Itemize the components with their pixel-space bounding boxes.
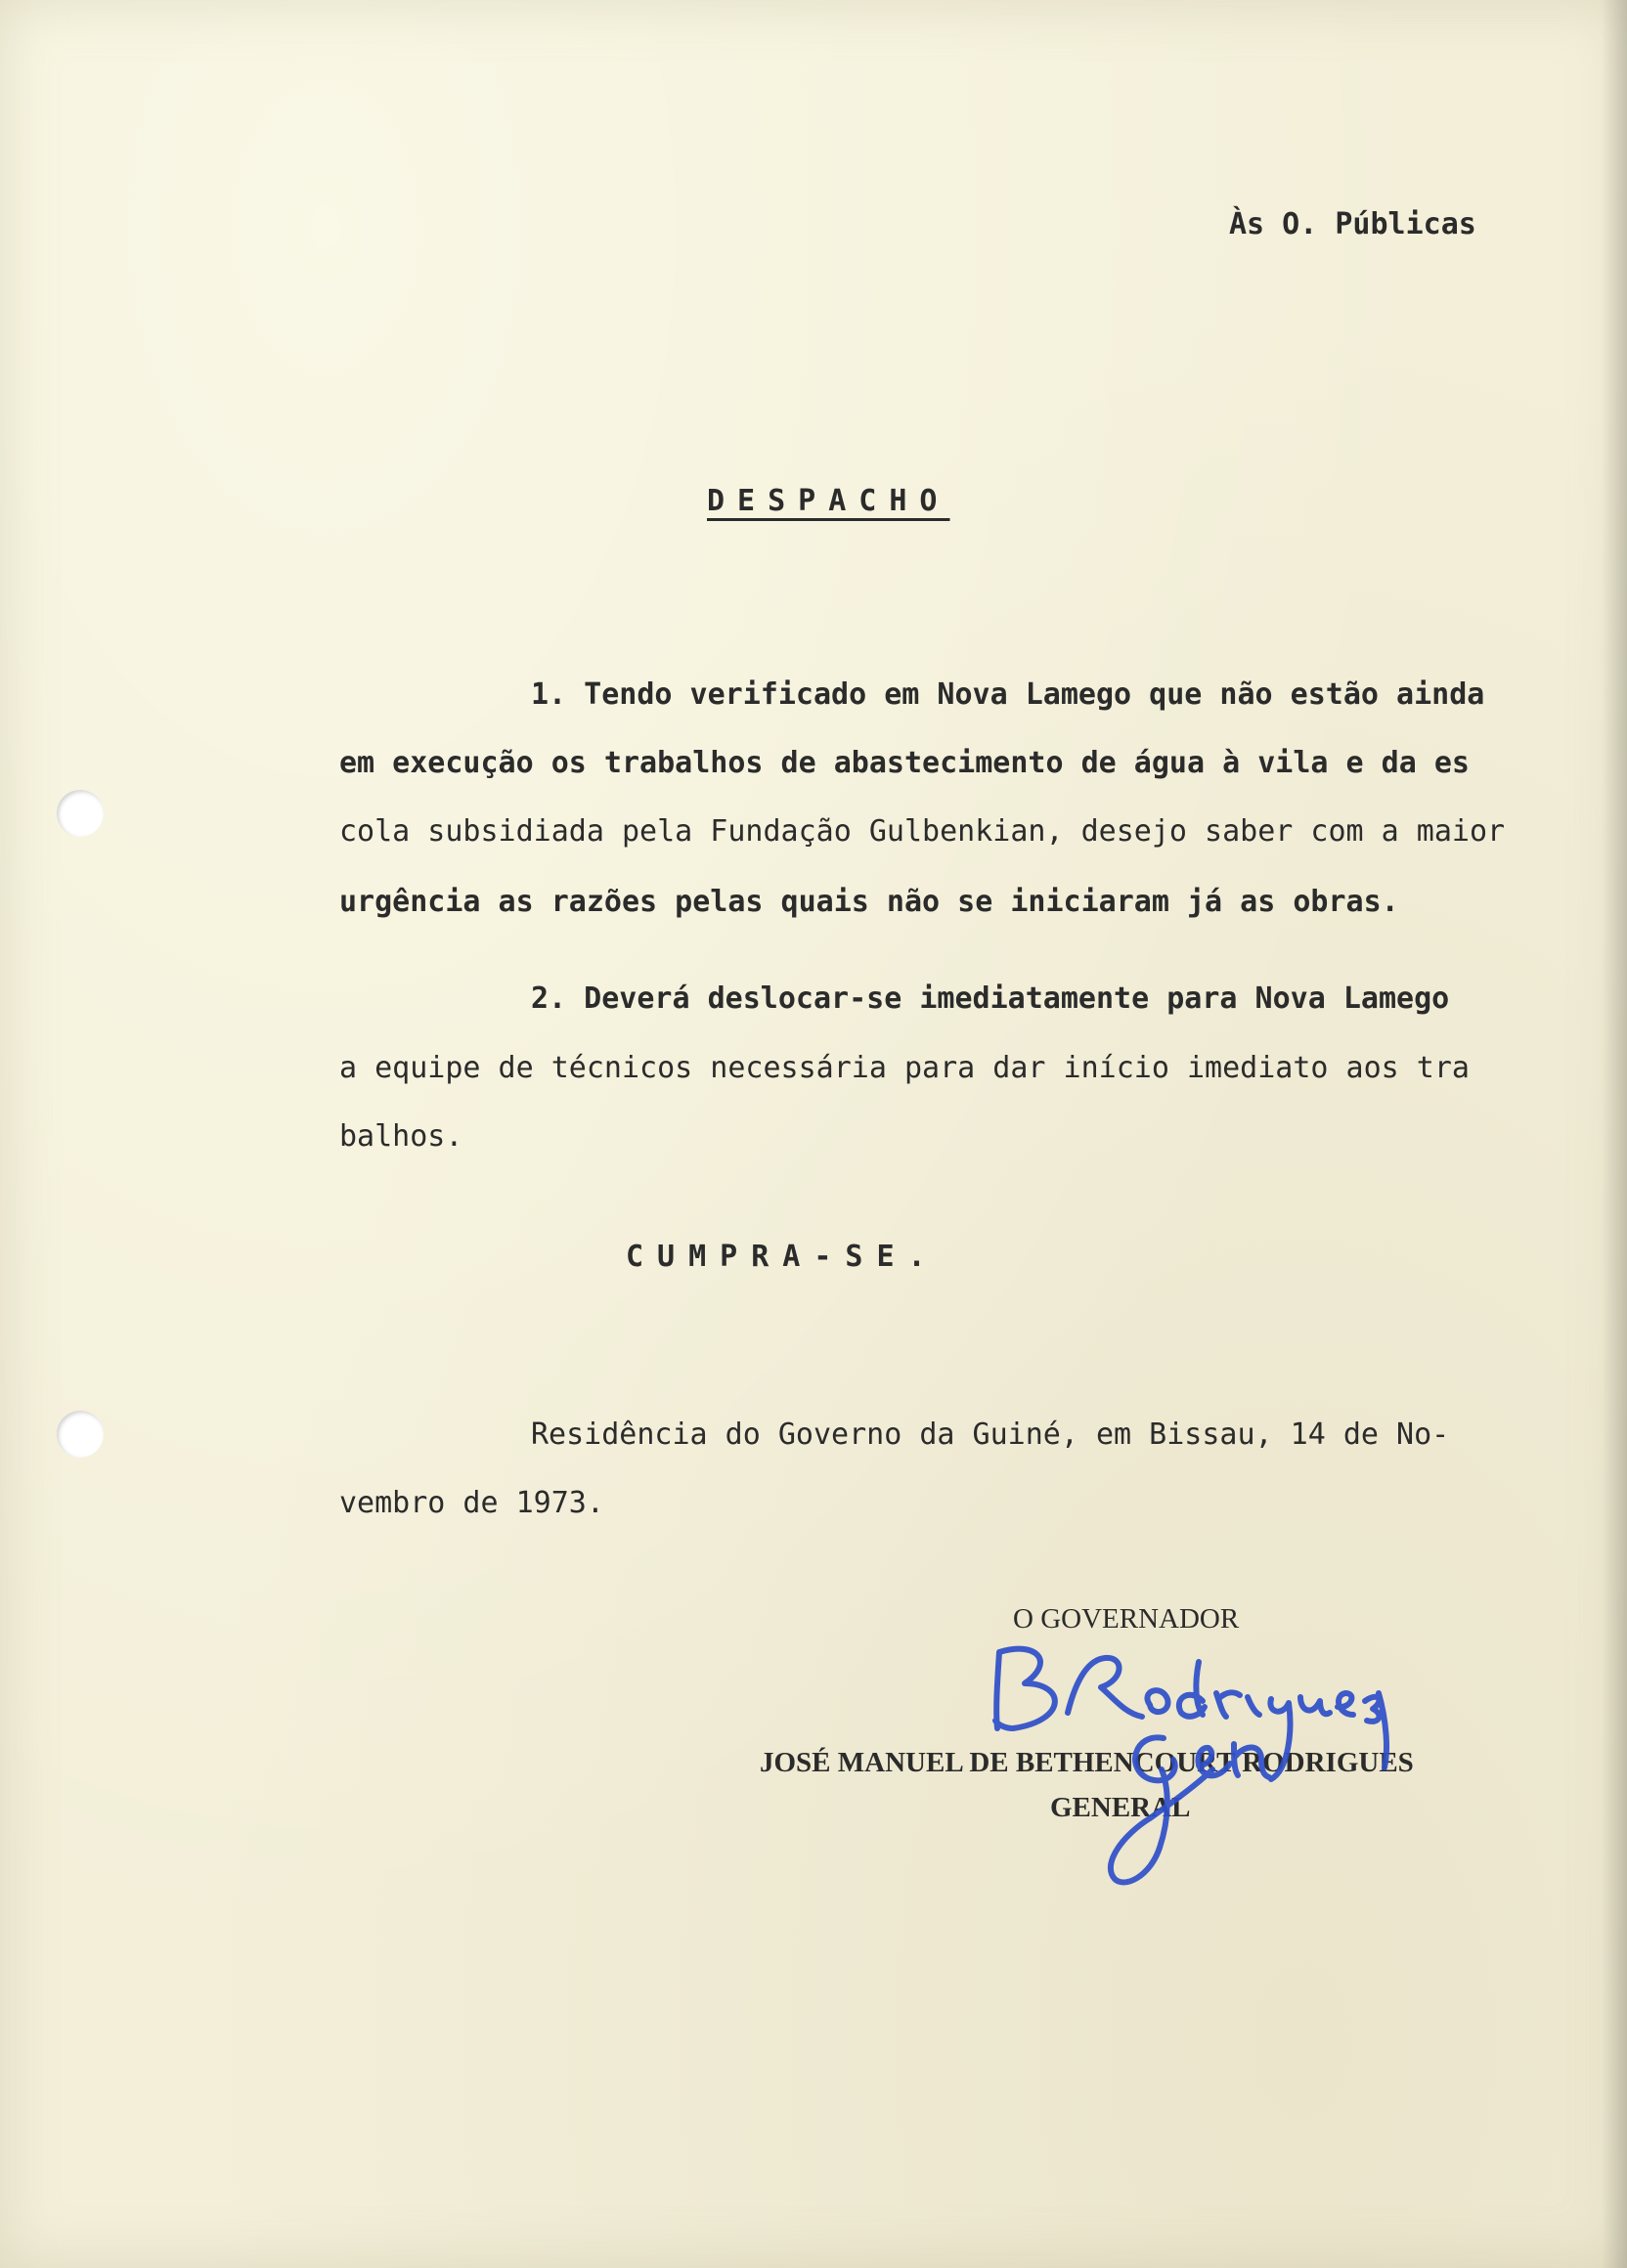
handwritten-signature bbox=[978, 1623, 1408, 1916]
signatory-rank: GENERAL bbox=[1050, 1792, 1191, 1823]
paragraph-1-line-4: urgência as razões pelas quais não se iniciaram já as obras. bbox=[339, 885, 1399, 919]
punch-hole-bottom bbox=[57, 1411, 104, 1458]
signatory-name: JOSÉ MANUEL DE BETHENCOURT RODRIGUES bbox=[760, 1747, 1414, 1778]
place-date-line-1: Residência do Governo da Guiné, em Bissau, 14 de No- bbox=[531, 1418, 1450, 1452]
paragraph-2-line-2: a equipe de técnicos necessária para dar início imediato aos tra bbox=[339, 1051, 1470, 1085]
document-title: DESPACHO bbox=[707, 484, 950, 518]
addressee: Às O. Públicas bbox=[1229, 207, 1476, 241]
punch-hole-top bbox=[57, 790, 104, 837]
paragraph-1-line-1: 1. Tendo verificado em Nova Lamego que não estão ainda bbox=[531, 677, 1485, 712]
paragraph-2-line-1: 2. Deverá deslocar-se imediatamente para Nova Lamego bbox=[531, 981, 1450, 1016]
paragraph-2-line-3: balhos. bbox=[339, 1119, 463, 1154]
place-date-line-2: vembro de 1973. bbox=[339, 1486, 604, 1520]
signatory-title: O GOVERNADOR bbox=[1013, 1603, 1240, 1635]
paragraph-1-line-2: em execução os trabalhos de abastecimento de água à vila e da es bbox=[339, 746, 1470, 780]
paragraph-1-line-3: cola subsidiada pela Fundação Gulbenkian, desejo saber com a maior bbox=[339, 814, 1506, 849]
page-edge-shadow bbox=[1602, 0, 1627, 2268]
order-statement: CUMPRA-SE. bbox=[626, 1240, 940, 1274]
